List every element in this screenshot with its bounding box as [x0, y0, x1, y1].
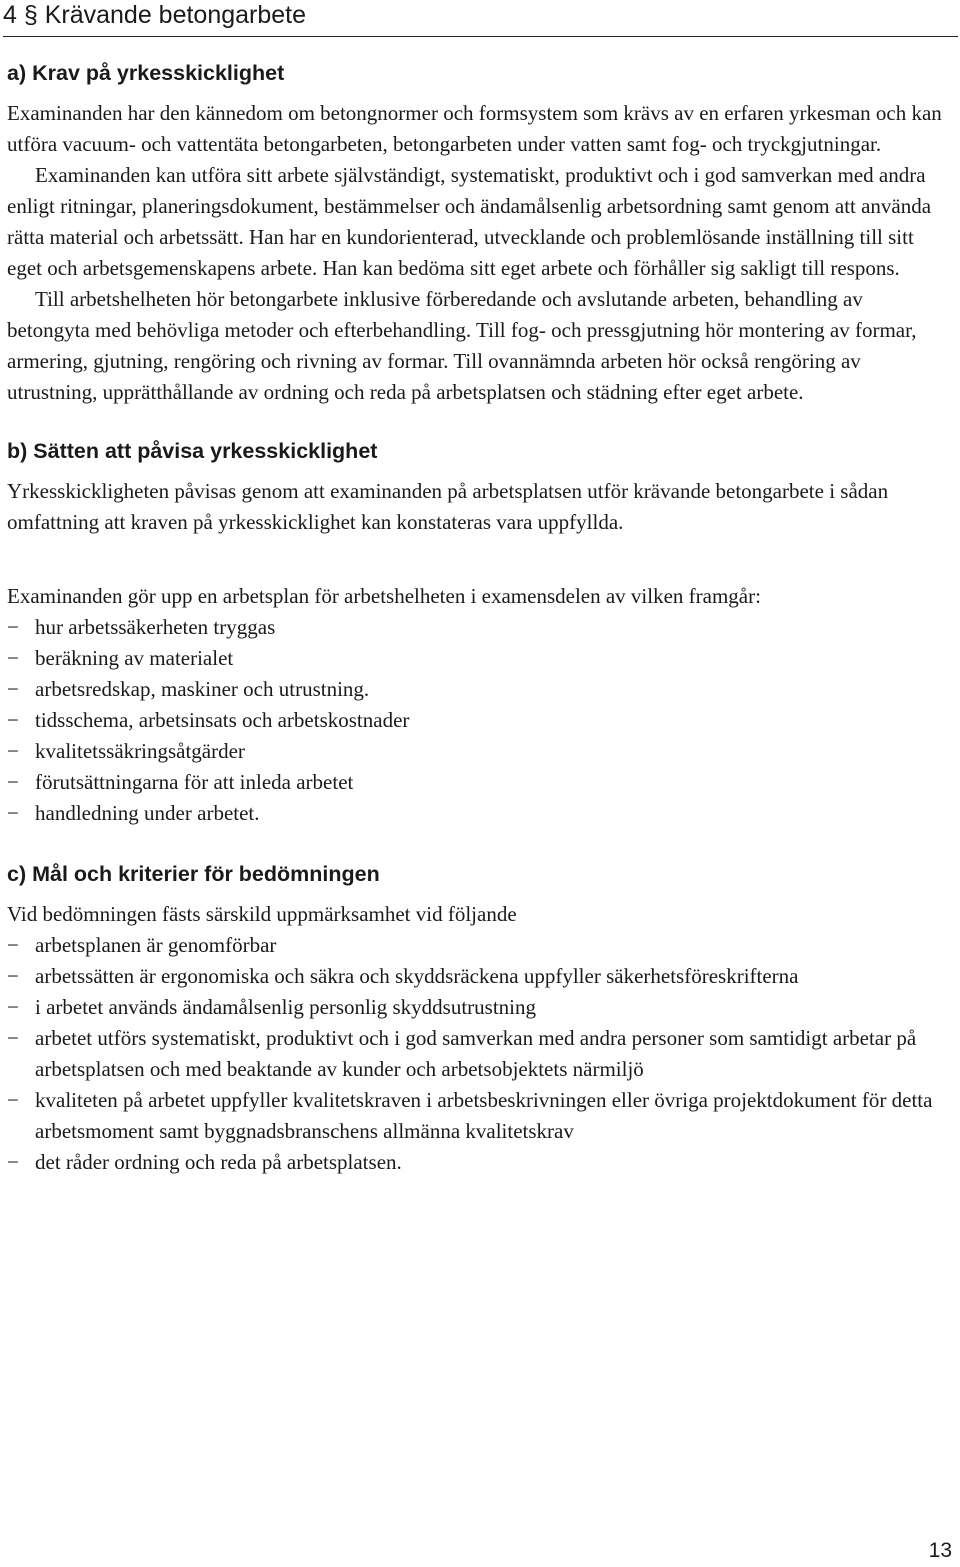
dash-marker: −: [7, 1088, 19, 1112]
list-item: − tidsschema, arbetsinsats och arbetskostnader: [7, 705, 949, 736]
dash-marker: −: [7, 995, 19, 1019]
section-requirements: [7, 58, 949, 408]
paragraph-plan-intro: Examinanden gör upp en arbetsplan för arbetshelheten i examensdelen av vilken framgår:: [7, 584, 761, 608]
section-criteria: [7, 859, 949, 1178]
dash-marker: −: [7, 1150, 19, 1174]
list-item: − arbetsredskap, maskiner och utrustning.: [7, 674, 949, 705]
list-item: − arbetssätten är ergonomiska och säkra och skyddsräckena uppfyller säkerhetsföreskrifterna: [7, 961, 949, 992]
list-item: − kvalitetssäkringsåtgärder: [7, 736, 949, 767]
list-item: − arbetet utförs systematiskt, produktivt och i god samverkan med andra personer som samtidigt arbetar på arbetsplatsen och med beaktande av kunder och arbetsobjektets närmiljö: [7, 1023, 949, 1085]
page-number: 13: [928, 1539, 952, 1562]
dash-marker: −: [7, 615, 19, 639]
paragraph-independence: Examinanden kan utföra sitt arbete självständigt, systematiskt, produktivt och i god samverkan med andra enligt ritningar, planeringsdokument, bestämmelser och ändamålsenlig arbetsordning samt genom att använda rätta material och arbetssätt. Han har en kundorienterad, utvecklande och problemlösande inställning till sitt eget och arbetsgemenskapens arbete. Han kan bedöma sitt eget arbete och förhåller sig sakligt till respons.: [7, 163, 932, 280]
dash-marker: −: [7, 739, 19, 763]
section-heading-requirements: a) Krav på yrkesskicklighet: [7, 61, 285, 85]
dash-marker: −: [7, 801, 19, 825]
list-item: − i arbetet används ändamålsenlig personlig skyddsutrustning: [7, 992, 949, 1023]
page-title: 4 § Krävande betongarbete: [3, 0, 958, 37]
dash-marker: −: [7, 933, 19, 957]
dash-marker: −: [7, 1026, 19, 1050]
section-heading-criteria: c) Mål och kriterier för bedömningen: [7, 862, 380, 886]
dash-marker: −: [7, 646, 19, 670]
plan-list: [7, 612, 949, 829]
dash-marker: −: [7, 770, 19, 794]
document-body: [7, 58, 949, 1178]
list-item: − arbetsplanen är genomförbar: [7, 930, 949, 961]
dash-marker: −: [7, 677, 19, 701]
paragraph-knowledge: Examinanden har den kännedom om betongnormer och formsystem som krävs av en erfaren yrkesman och kan utföra vacuum- och vattentäta betongarbeten, betongarbeten under vatten samt fog- och tryckgjutningar.: [7, 101, 942, 156]
section-demonstration: [7, 436, 949, 829]
section-heading-demonstration: b) Sätten att påvisa yrkesskicklighet: [7, 439, 378, 463]
list-item: − förutsättningarna för att inleda arbetet: [7, 767, 949, 798]
paragraph-criteria-intro: Vid bedömningen fästs särskild uppmärksamhet vid följande: [7, 902, 517, 926]
list-item: − beräkning av materialet: [7, 643, 949, 674]
list-item: − det råder ordning och reda på arbetsplatsen.: [7, 1147, 949, 1178]
criteria-list: [7, 930, 949, 1178]
dash-marker: −: [7, 708, 19, 732]
paragraph-demonstration: Yrkesskickligheten påvisas genom att examinanden på arbetsplatsen utför krävande betongarbete i sådan omfattning att kraven på yrkesskicklighet kan konstateras vara uppfyllda.: [7, 479, 889, 534]
paragraph-work-scope: Till arbetshelheten hör betongarbete inklusive förberedande och avslutande arbeten, behandling av betongyta med behövliga metoder och efterbehandling. Till fog- och pressgjutning hör montering av formar, armering, gjutning, rengöring och rivning av formar. Till ovannämnda arbeten hör också rengöring av utrustning, upprätthållande av ordning och reda på arbetsplatsen och städning efter eget arbete.: [7, 287, 917, 404]
list-item: − hur arbetssäkerheten tryggas: [7, 612, 949, 643]
list-item: − handledning under arbetet.: [7, 798, 949, 829]
list-item: − kvaliteten på arbetet uppfyller kvalitetskraven i arbetsbeskrivningen eller övriga projektdokument för detta arbetsmoment samt byggnadsbranschens allmänna kvalitetskrav: [7, 1085, 949, 1147]
dash-marker: −: [7, 964, 19, 988]
